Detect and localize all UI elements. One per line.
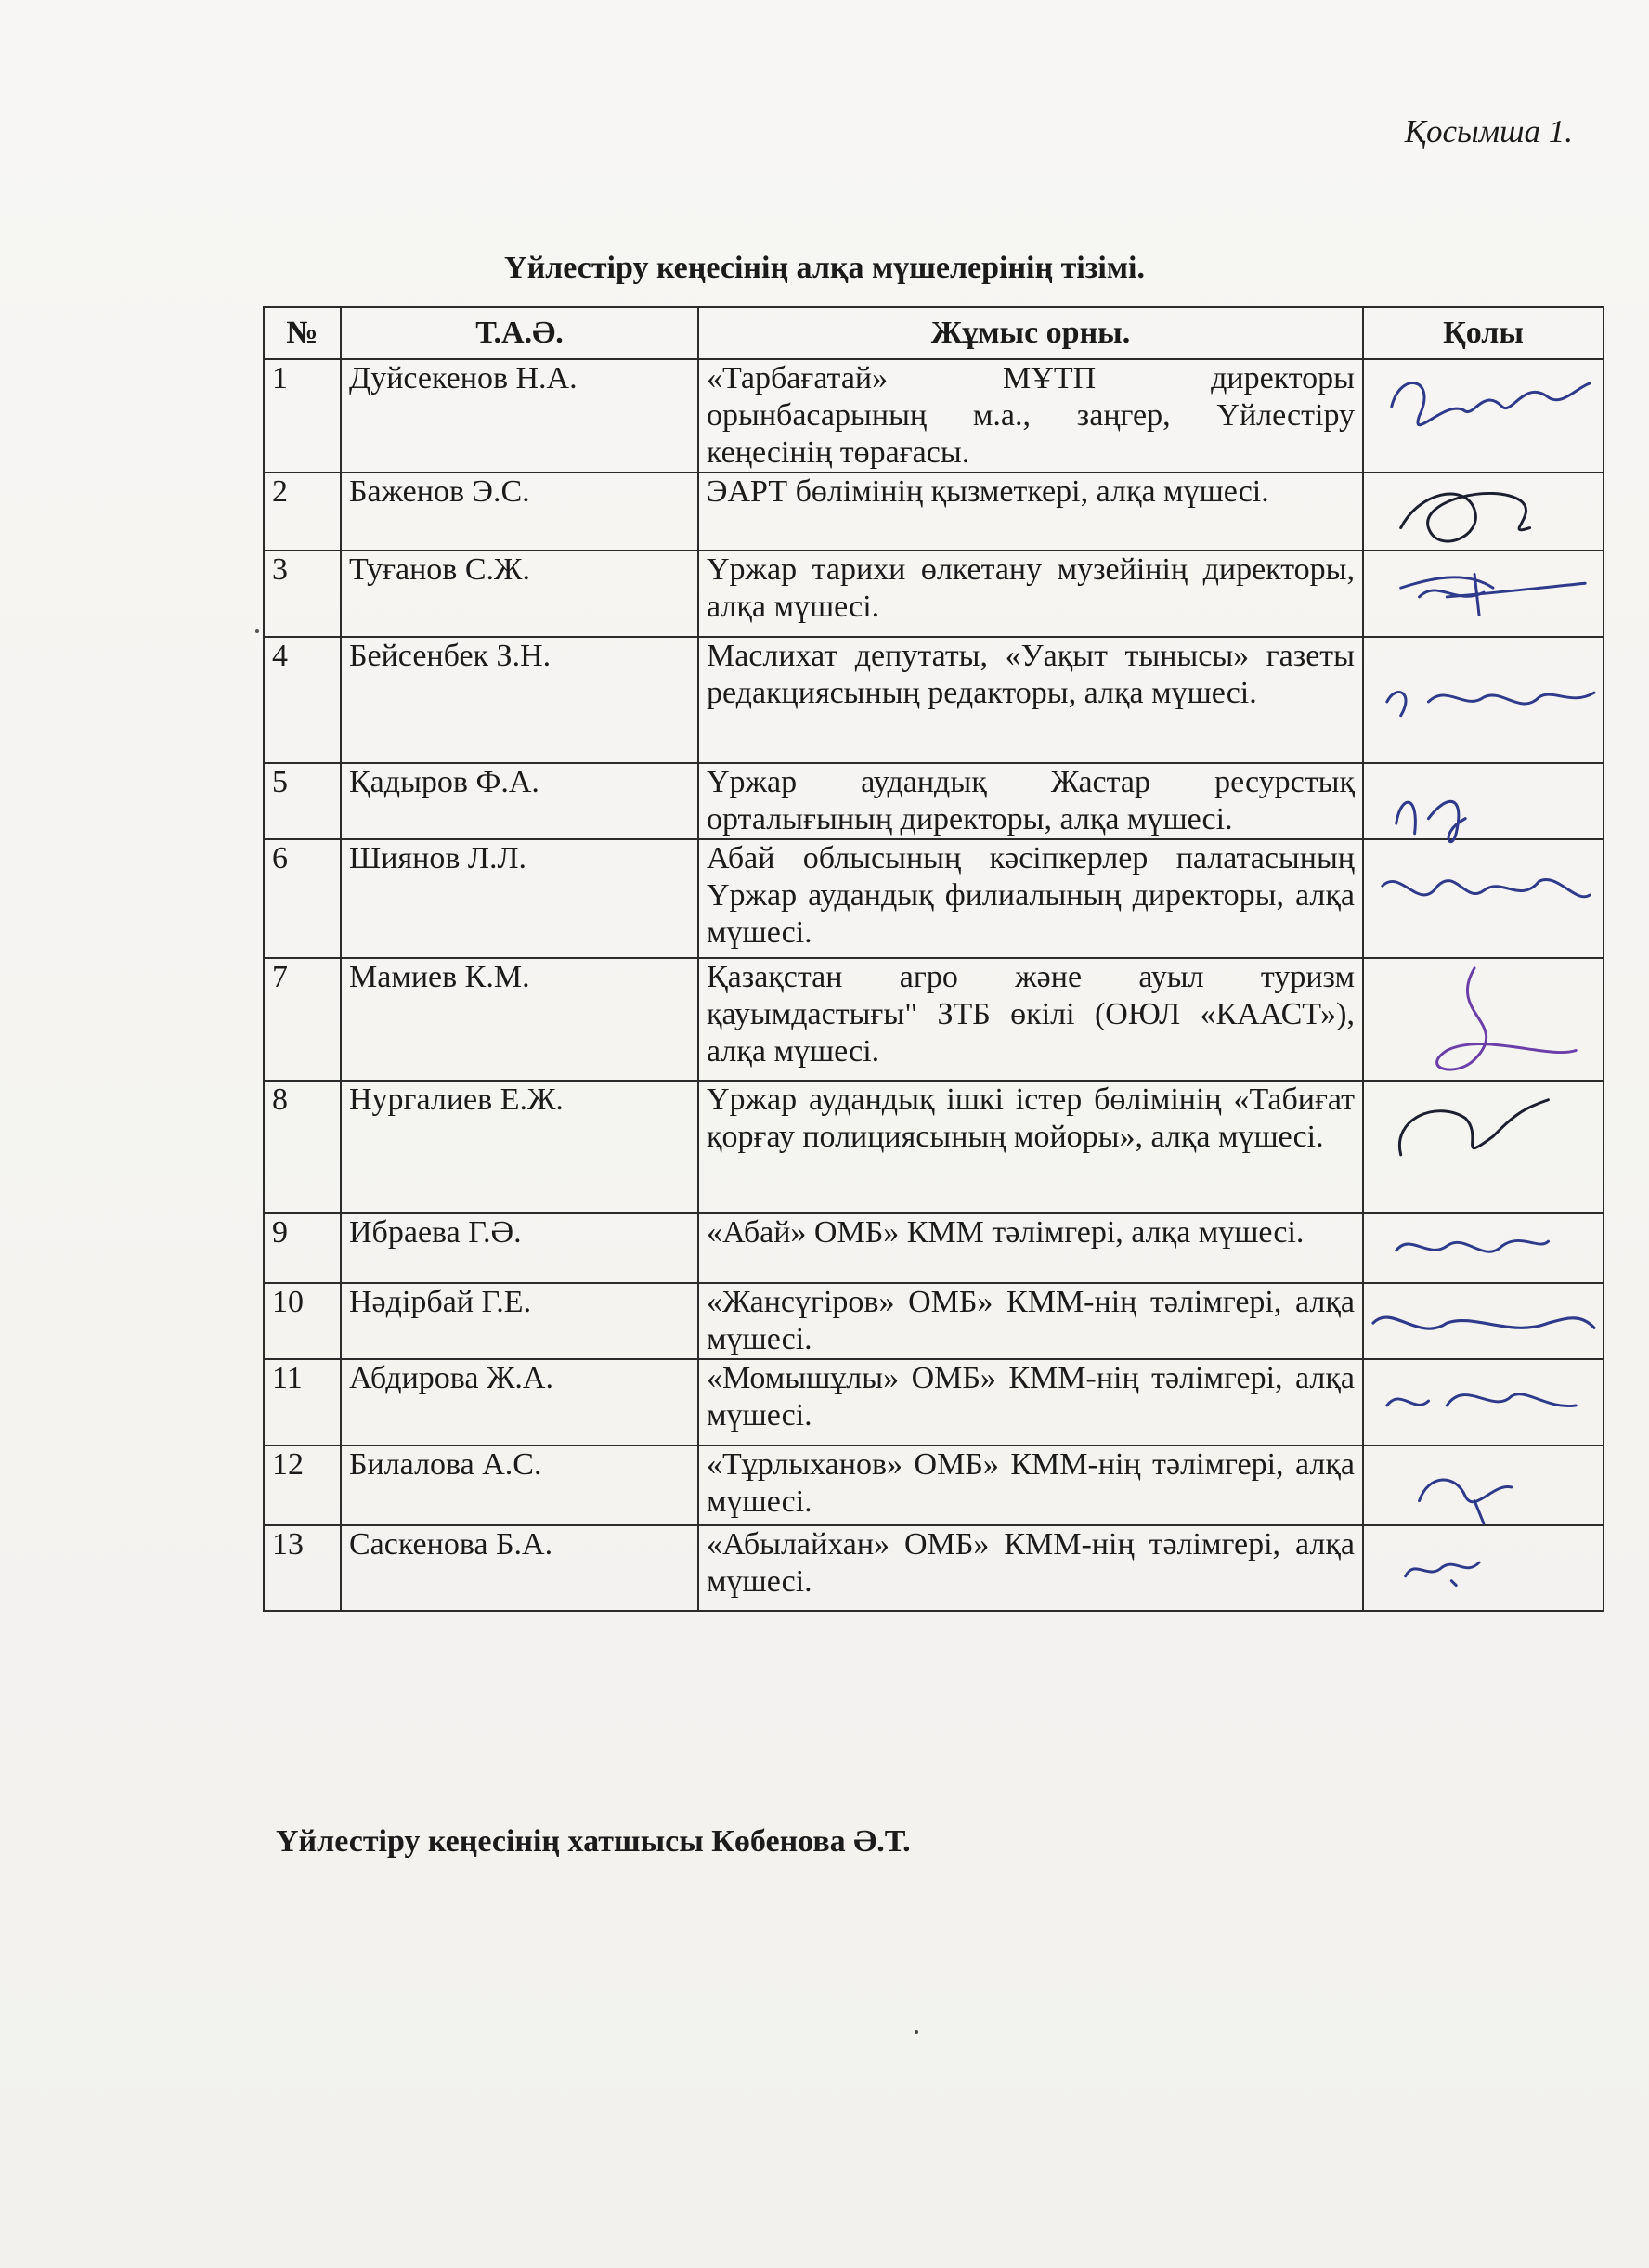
- member-name: Билалова А.С.: [341, 1445, 698, 1525]
- secretary-line: Үйлестіру кеңесінің хатшысы Көбенова Ә.Т.: [276, 1824, 911, 1859]
- member-workplace: «Тұрлыханов» ОМБ» КММ-нің тәлімгері, алқа мүшесі.: [698, 1445, 1363, 1525]
- row-number: 13: [264, 1525, 341, 1611]
- handwritten-signature: [1364, 1214, 1603, 1282]
- member-name: Мамиев К.М.: [341, 958, 698, 1081]
- signature-stroke: [1406, 1562, 1479, 1585]
- signature-cell: [1363, 1359, 1604, 1445]
- member-name: Дуйсекенов Н.А.: [341, 359, 698, 473]
- scan-speck: [255, 629, 259, 633]
- header-signature: Қолы: [1363, 307, 1604, 359]
- signature-cell: [1363, 1525, 1604, 1611]
- signature-stroke: [1383, 880, 1590, 897]
- row-number: 11: [264, 1359, 341, 1445]
- handwritten-signature: [1364, 638, 1603, 762]
- signature-stroke: [1399, 1100, 1548, 1155]
- scan-speck: [915, 2030, 918, 2034]
- signature-cell: [1363, 637, 1604, 763]
- signature-stroke: [1401, 574, 1585, 615]
- row-number: 5: [264, 763, 341, 839]
- table-row: [264, 763, 1604, 839]
- handwritten-signature: [1364, 1284, 1603, 1358]
- appendix-label: Қосымша 1.: [1404, 113, 1573, 149]
- member-workplace: Үржар аудандық ішкі істер бөлімінің «Табиғат қорғау полициясының мойоры», алқа мүшесі.: [698, 1081, 1363, 1213]
- signature-stroke: [1373, 1317, 1594, 1328]
- signature-stroke: [1420, 1480, 1512, 1523]
- table-body: [264, 359, 1604, 1611]
- member-workplace: «Абылайхан» ОМБ» КММ-нің тәлімгері, алқа мүшесі.: [698, 1525, 1363, 1611]
- table-row: [264, 1283, 1604, 1359]
- row-number: 7: [264, 958, 341, 1081]
- member-workplace: ЭАРТ бөлімінің қызметкері, алқа мүшесі.: [698, 473, 1363, 551]
- signature-cell: [1363, 551, 1604, 637]
- signature-stroke: [1437, 968, 1577, 1069]
- member-workplace: Маслихат депутаты, «Уақыт тынысы» газеты редакциясының редакторы, алқа мүшесі.: [698, 637, 1363, 763]
- signature-cell: [1363, 359, 1604, 473]
- handwritten-signature: [1364, 1446, 1603, 1524]
- member-name: Туғанов С.Ж.: [341, 551, 698, 637]
- signature-stroke: [1392, 383, 1590, 425]
- table-row: [264, 637, 1604, 763]
- signature-stroke: [1396, 1240, 1549, 1251]
- row-number: 9: [264, 1213, 341, 1283]
- member-name: Қадыров Ф.А.: [341, 763, 698, 839]
- handwritten-signature: [1364, 1360, 1603, 1445]
- table-row: [264, 473, 1604, 551]
- row-number: 4: [264, 637, 341, 763]
- table-row: [264, 551, 1604, 637]
- row-number: 2: [264, 473, 341, 551]
- member-workplace: Үржар тарихи өлкетану музейінің директоры, алқа мүшесі.: [698, 551, 1363, 637]
- handwritten-signature: [1364, 764, 1603, 838]
- handwritten-signature: [1364, 959, 1603, 1080]
- member-name: Баженов Э.С.: [341, 473, 698, 551]
- table-header-row: [264, 307, 1604, 359]
- row-number: 1: [264, 359, 341, 473]
- row-number: 6: [264, 839, 341, 958]
- signature-stroke: [1401, 493, 1530, 541]
- row-number: 3: [264, 551, 341, 637]
- member-name: Нургалиев Е.Ж.: [341, 1081, 698, 1213]
- row-number: 10: [264, 1283, 341, 1359]
- member-name: Саскенова Б.А.: [341, 1525, 698, 1611]
- row-number: 12: [264, 1445, 341, 1525]
- members-table: [263, 306, 1604, 1612]
- table-row: [264, 1213, 1604, 1283]
- table-row: [264, 958, 1604, 1081]
- handwritten-signature: [1364, 1526, 1603, 1610]
- handwritten-signature: [1364, 360, 1603, 472]
- signature-stroke: [1396, 801, 1465, 841]
- header-full-name: Т.А.Ә.: [341, 307, 698, 359]
- member-workplace: «Тарбағатай» МҰТП директоры орынбасарының м.а., заңгер, Үйлестіру кеңесінің төрағасы.: [698, 359, 1363, 473]
- signature-cell: [1363, 763, 1604, 839]
- signature-stroke: [1387, 692, 1594, 715]
- member-workplace: Қазақстан агро және ауыл туризм қауымдастығы" ЗТБ өкілі (ОЮЛ «КААСТ»), алқа мүшесі.: [698, 958, 1363, 1081]
- signature-cell: [1363, 473, 1604, 551]
- table-row: [264, 839, 1604, 958]
- handwritten-signature: [1364, 551, 1603, 636]
- signature-cell: [1363, 839, 1604, 958]
- signature-cell: [1363, 958, 1604, 1081]
- member-name: Шиянов Л.Л.: [341, 839, 698, 958]
- row-number: 8: [264, 1081, 341, 1213]
- document-title: Үйлестіру кеңесінің алқа мүшелерінің тізімі.: [504, 251, 1145, 285]
- table-row: [264, 1359, 1604, 1445]
- signature-cell: [1363, 1213, 1604, 1283]
- member-workplace: «Абай» ОМБ» КММ тәлімгері, алқа мүшесі.: [698, 1213, 1363, 1283]
- table-row: [264, 1445, 1604, 1525]
- signature-stroke: [1387, 1394, 1576, 1406]
- signature-cell: [1363, 1081, 1604, 1213]
- header-number: №: [264, 307, 341, 359]
- member-name: Абдирова Ж.А.: [341, 1359, 698, 1445]
- member-name: Бейсенбек З.Н.: [341, 637, 698, 763]
- handwritten-signature: [1364, 473, 1603, 550]
- header-workplace: Жұмыс орны.: [698, 307, 1363, 359]
- handwritten-signature: [1364, 1082, 1603, 1212]
- table-row: [264, 1525, 1604, 1611]
- table-row: [264, 1081, 1604, 1213]
- signature-cell: [1363, 1283, 1604, 1359]
- member-workplace: Абай облысының кәсіпкерлер палатасының Үржар аудандық филиалының директоры, алқа мүшесі.: [698, 839, 1363, 958]
- member-name: Нәдірбай Г.Е.: [341, 1283, 698, 1359]
- member-name: Ибраева Г.Ә.: [341, 1213, 698, 1283]
- member-workplace: «Жансүгіров» ОМБ» КММ-нің тәлімгері, алқа мүшесі.: [698, 1283, 1363, 1359]
- member-workplace: Үржар аудандық Жастар ресурстық орталығының директоры, алқа мүшесі.: [698, 763, 1363, 839]
- table-row: [264, 359, 1604, 473]
- member-workplace: «Момышұлы» ОМБ» КММ-нің тәлімгері, алқа мүшесі.: [698, 1359, 1363, 1445]
- handwritten-signature: [1364, 840, 1603, 957]
- signature-cell: [1363, 1445, 1604, 1525]
